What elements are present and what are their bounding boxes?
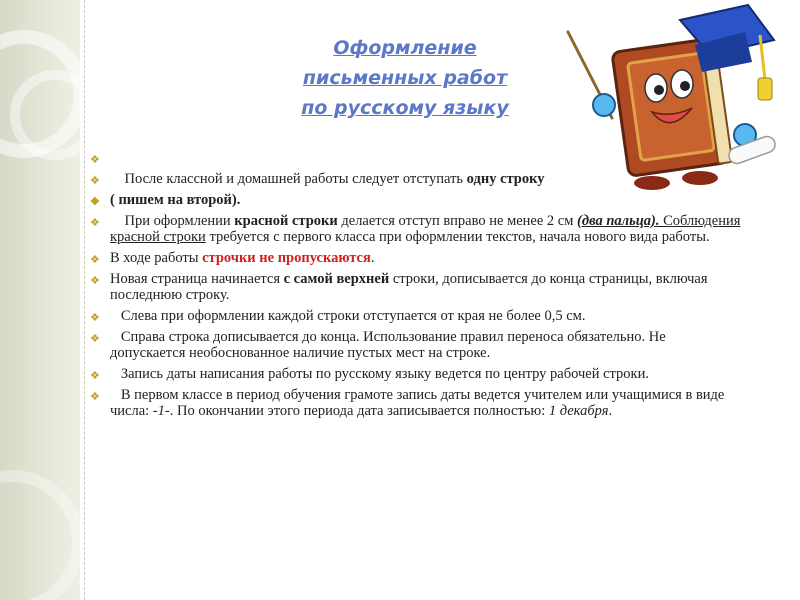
paragraph-text: . <box>608 403 613 419</box>
diamond-bullet-icon: ❖ <box>90 154 100 166</box>
list-item <box>84 213 744 245</box>
paragraph-text: При оформлении <box>124 213 235 229</box>
paragraph-text: строки, дописывается до конца страницы, включая последнюю строку. <box>110 271 708 303</box>
list-item <box>84 192 744 208</box>
list-item <box>84 308 744 324</box>
list-item <box>84 150 744 166</box>
list-item <box>84 387 744 419</box>
slide-title <box>270 33 540 123</box>
paragraph-text: Запись даты написания работы по русскому языку ведется по центру рабочей строки. <box>120 366 649 382</box>
decorative-left-panel <box>0 0 80 600</box>
paragraph-text: В ходе работы <box>110 250 203 266</box>
list-item <box>84 271 744 303</box>
paragraph-text: . По окончании этого периода дата записывается полностью: <box>169 403 549 419</box>
emphasis-text: красной строки <box>234 213 338 229</box>
list-item <box>84 250 744 266</box>
diamond-bullet-icon: ❖ <box>90 175 100 187</box>
paragraph-text: Новая страница начинается <box>110 271 284 287</box>
paragraph-text: В первом классе в период обучения грамоте запись даты ведется учителем или учащимися в виде числа: <box>110 387 725 419</box>
emphasis-text: одну строку <box>466 171 545 187</box>
decor-ring <box>0 470 80 600</box>
title-line: Оформление <box>333 37 477 59</box>
list-item <box>84 171 744 187</box>
diamond-bullet-icon: ❖ <box>90 312 100 324</box>
diamond-bullet-icon: ❖ <box>90 217 100 229</box>
diamond-bullet-icon: ❖ <box>90 391 100 403</box>
paragraph-text: Слева при оформлении каждой строки отступается от края не более 0,5 см. <box>120 308 586 324</box>
diamond-bullet-icon: ❖ <box>90 254 100 266</box>
highlight-text: строчки не пропускаются <box>202 250 371 266</box>
diamond-bullet-icon: ❖ <box>90 196 100 208</box>
diamond-bullet-icon: ❖ <box>90 333 100 345</box>
diamond-bullet-icon: ❖ <box>90 275 100 287</box>
list-item <box>84 329 744 361</box>
underlined-text: Соблюдения красной строки <box>110 213 741 245</box>
italic-text: -1- <box>152 403 170 419</box>
paragraph-text: После классной и домашней работы следует отступать <box>124 171 467 187</box>
title-line: по русскому языку <box>301 97 509 119</box>
diamond-bullet-icon: ❖ <box>90 370 100 382</box>
title-line: письменных работ <box>302 67 508 89</box>
paragraph-text: Справа строка дописывается до конца. Использование правил переноса обязательно. Не допускается необоснованное наличие пустых мест на строке. <box>110 329 666 361</box>
paragraph-text: ( пишем на второй). <box>110 192 241 208</box>
paragraph-text: делается отступ вправо не менее 2 см <box>337 213 578 229</box>
list-item <box>84 366 744 382</box>
paragraph-text: . <box>370 250 375 266</box>
paragraph-text: требуется с первого класса при оформлении текстов, начала нового вида работы. <box>205 229 710 245</box>
emphasis-text: (два пальца). <box>577 213 660 229</box>
italic-text: 1 декабря <box>548 403 609 419</box>
slide-content <box>84 150 744 424</box>
emphasis-text: с самой верхней <box>283 271 390 287</box>
